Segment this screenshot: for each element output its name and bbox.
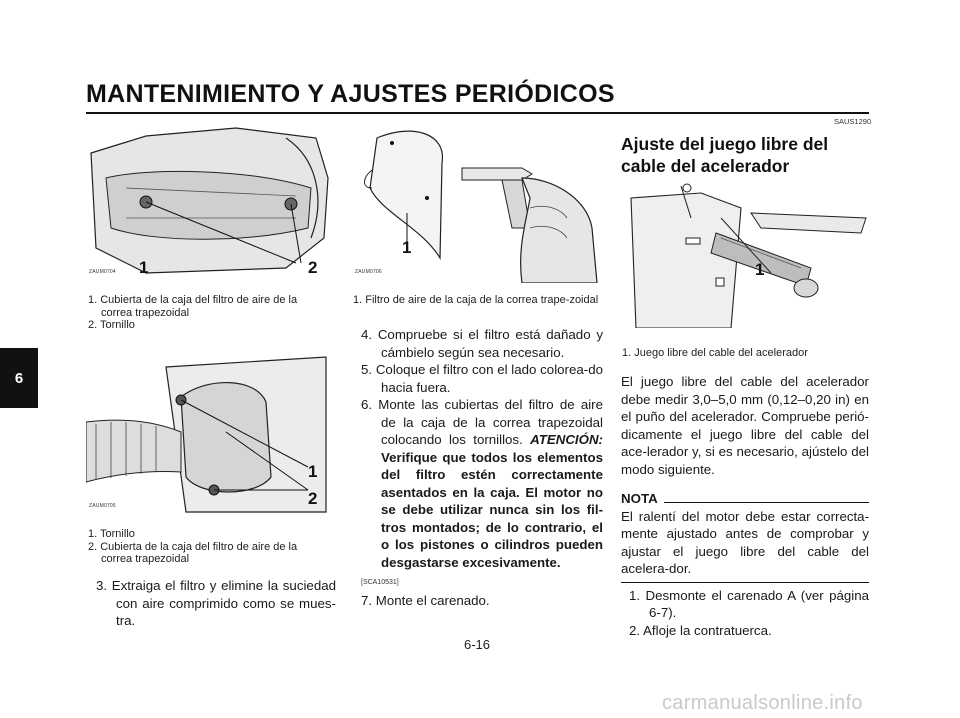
figure-belt-cover [86, 118, 331, 283]
figure-air-filter [352, 118, 602, 283]
callout-1: 1 [139, 258, 149, 277]
air-filter-illustration [352, 118, 602, 283]
filter-cover-illustration [86, 352, 331, 518]
page-number: 6-16 [464, 637, 491, 652]
title-rule [86, 112, 869, 114]
figure-code: ZAUM0704 [89, 269, 116, 275]
figure-3-caption [88, 528, 328, 566]
callout-1: 1 [402, 238, 412, 257]
figure-code: ZAUM0705 [89, 503, 116, 509]
step-6-text: 6. Monte las cubiertas del filtro de aire de la caja de la correa trapezoidal colocando los tornillos. [361, 397, 603, 447]
caption-item: 2. Cubierta de la caja del filtro de aire de la correa trapezoidal [88, 540, 298, 565]
column-2-text [353, 326, 603, 609]
nota-label: NOTA [621, 491, 658, 506]
attention-label: ATENCIÓN: [530, 432, 603, 447]
callout-1: 1 [308, 462, 318, 481]
chapter-tab: 6 [0, 348, 38, 408]
figure-code: ZAUM0706 [355, 269, 382, 275]
caption-item: 1. Filtro de aire de la caja de la correa trape-zoidal [353, 294, 599, 306]
nota-header [621, 490, 869, 508]
step-2: 2. Afloje la contratuerca. [629, 622, 772, 638]
figure-4-caption [622, 347, 870, 360]
throttle-illustration [621, 178, 869, 328]
step-3: 3. Extraiga el filtro y elimine la suciedad con aire comprimido como se mues-tra. [96, 578, 336, 628]
section-heading: Ajuste del juego libre del cable del acelerador [621, 134, 829, 176]
step-6 [353, 396, 603, 571]
caption-item: 2. Tornillo [88, 319, 135, 331]
watermark: carmanualsonline.info [662, 692, 863, 714]
caption-item: 1. Cubierta de la caja del filtro de aire de la correa trapezoidal [88, 294, 298, 319]
step-4: 4. Compruebe si el filtro está dañado y cámbielo según sea necesario. [361, 327, 603, 360]
nota-end-rule [621, 582, 869, 583]
step-7: 7. Monte el carenado. [361, 592, 490, 608]
page-title: MANTENIMIENTO Y AJUSTES PERIÓDICOS [86, 80, 615, 108]
figure-throttle [621, 178, 869, 328]
figure-1-caption [88, 294, 328, 332]
column-3-text [621, 373, 869, 639]
figure-filter-cover [86, 352, 331, 518]
belt-cover-illustration [86, 118, 331, 283]
callout-1: 1 [755, 260, 765, 279]
step-1: 1. Desmonte el carenado A (ver página 6-7). [629, 587, 869, 620]
caption-item: 1. Juego libre del cable del acelerador [622, 347, 808, 359]
nota-rule [664, 502, 869, 503]
intro-paragraph: El juego libre del cable del acelerador debe medir 3,0–5,0 mm (0,12–0,20 in) en el puño del acelerador. Compruebe perió-dicamente el juego libre del cable del ace-lerador y, si es necesario, ajústelo del modo siguiente. [621, 374, 869, 477]
attention-code: [SCA10531] [361, 579, 399, 586]
section-code: SAUS1290 [834, 117, 872, 126]
callout-2: 2 [308, 489, 318, 508]
column-1-text [88, 577, 336, 630]
step-5: 5. Coloque el filtro con el lado colorea-do hacia fuera. [361, 362, 603, 395]
attention-text: Verifique que todos los elementos del filtro estén correctamente asentados en la caja. El motor no se debe utilizar nunca sin los fil-tros montados; de lo contrario, el o los pistones o cilindros pueden desgastarse excesivamente. [381, 449, 603, 570]
figure-2-caption [353, 294, 603, 307]
callout-2: 2 [308, 258, 318, 277]
nota-text: El ralentí del motor debe estar correcta-mente ajustado antes de comprobar y ajustar el juego libre del cable del acelera-dor. [621, 508, 869, 576]
caption-item: 1. Tornillo [88, 528, 135, 540]
